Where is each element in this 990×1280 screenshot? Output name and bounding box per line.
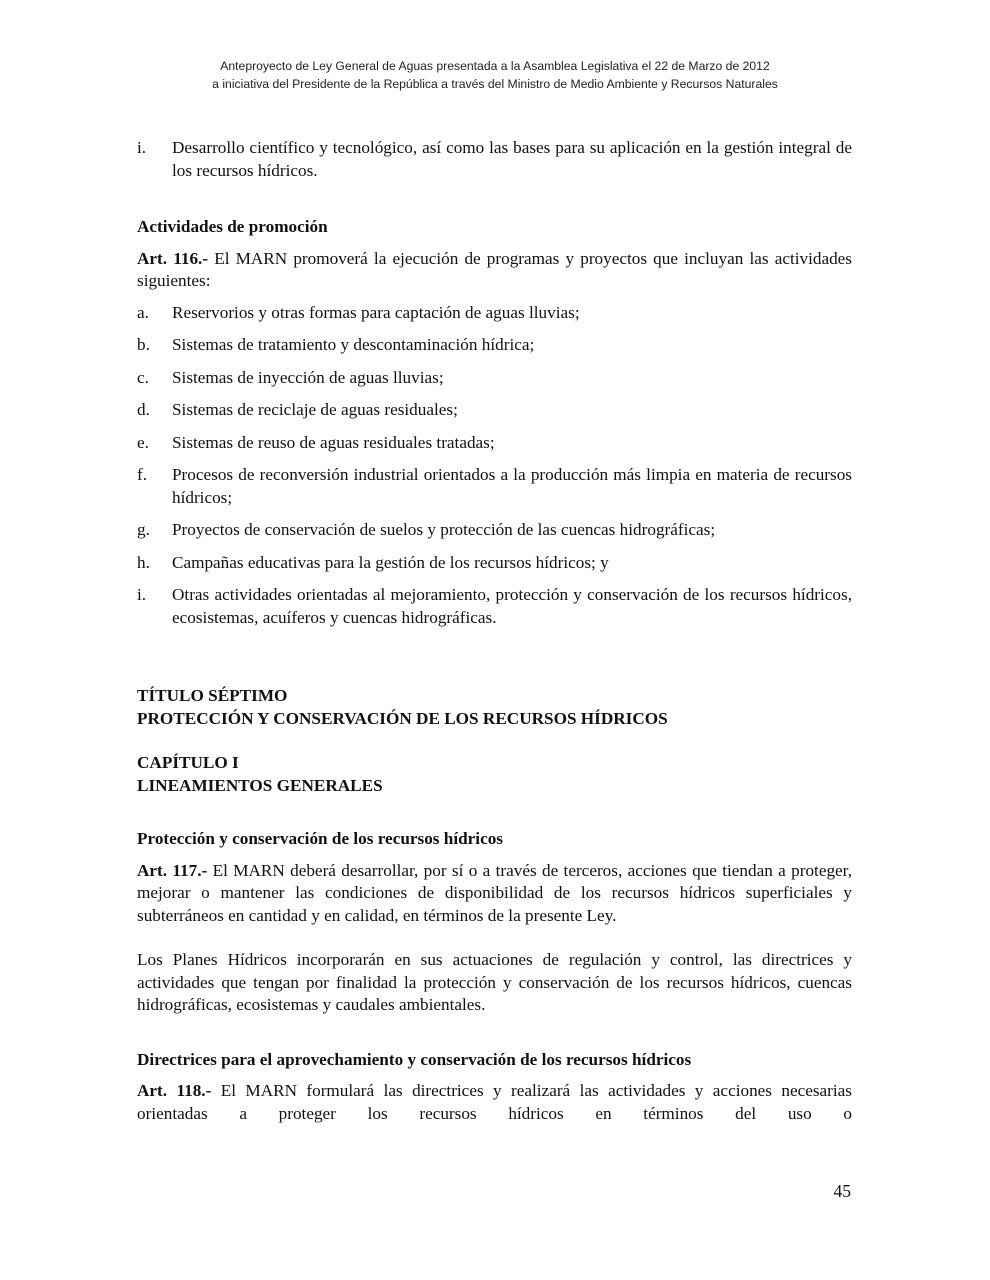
- list-item-text: Sistemas de reciclaje de aguas residuales;: [172, 400, 458, 419]
- list-item-label: a.: [137, 302, 149, 322]
- list-item-label: b.: [137, 335, 150, 354]
- header-line-1: Anteproyecto de Ley General de Aguas presentada a la Asamblea Legislativa el 22 de Marzo de 2012: [220, 59, 770, 73]
- capitulo-line-2: LINEAMIENTOS GENERALES: [137, 775, 383, 795]
- article-label: Art. 118.-: [137, 1081, 212, 1100]
- list-item-label: e.: [137, 432, 149, 452]
- section-heading-promocion: Actividades de promoción: [137, 217, 328, 236]
- list-item: [137, 334, 852, 357]
- page-number: 45: [833, 1181, 851, 1201]
- list-item-text: Proyectos de conservación de suelos y protección de las cuencas hidrográficas;: [172, 520, 716, 539]
- list-item-label: f.: [137, 465, 148, 484]
- article-label: Art. 117.-: [137, 860, 208, 880]
- header-line-2: a iniciativa del Presidente de la República a través del Ministro de Medio Ambiente y Recursos Naturales: [212, 77, 778, 91]
- list-item-text: Reservorios y otras formas para captación de aguas lluvias;: [172, 302, 580, 322]
- titulo-line-1: TÍTULO SÉPTIMO: [137, 686, 288, 705]
- list-item-text: Campañas educativas para la gestión de los recursos hídricos; y: [172, 552, 609, 572]
- section-heading-directrices: Directrices para el aprovechamiento y conservación de los recursos hídricos: [137, 1049, 692, 1069]
- article-117: [137, 860, 852, 928]
- list-item: [137, 464, 852, 509]
- list-item-text: Sistemas de reuso de aguas residuales tratadas;: [172, 432, 495, 452]
- list-item-text: Sistemas de tratamiento y descontaminación hídrica;: [172, 335, 535, 354]
- list-item-label: d.: [137, 400, 150, 419]
- section-heading-proteccion: Protección y conservación de los recursos hídricos: [137, 829, 503, 848]
- article-116: [137, 248, 852, 293]
- article-text: El MARN promoverá la ejecución de programas y proyectos que incluyan las actividades siguientes:: [137, 248, 853, 290]
- list-item: [137, 367, 852, 390]
- list-item: [137, 584, 852, 629]
- list-item-text: Otras actividades orientadas al mejoramiento, protección y conservación de los recursos hídricos, ecosistemas, acuíferos y cuencas hidrográficas.: [172, 585, 852, 627]
- list-item-label: h.: [137, 552, 150, 572]
- paragraph-planes-hidricos: Los Planes Hídricos incorporarán en sus actuaciones de regulación y control, las directrices y actividades que tengan por finalidad la protección y conservación de los recursos hídricos, cuencas hidrográficas, ecosistemas y caudales ambientales.: [137, 950, 852, 1014]
- article-label: Art. 116.-: [137, 248, 209, 268]
- list-item: [137, 302, 852, 325]
- list-item-label: i.: [137, 138, 147, 157]
- capitulo-line-1: CAPÍTULO I: [137, 753, 239, 772]
- article-118: [137, 1080, 852, 1125]
- article-text: El MARN deberá desarrollar, por sí o a través de terceros, acciones que tiendan a proteger, mejorar o mantener las condiciones de disponibilidad de los recursos hídricos superficiales y subterráneos en cantidad y en calidad, en términos de la presente Ley.: [137, 860, 852, 925]
- article-text: El MARN formulará las directrices y realizará las actividades y acciones necesarias orientadas a proteger los recursos hídricos en términos del uso o: [137, 1081, 852, 1123]
- titulo-line-2: PROTECCIÓN Y CONSERVACIÓN DE LOS RECURSOS HÍDRICOS: [137, 708, 668, 728]
- list-item: [137, 399, 852, 422]
- list-item: [137, 552, 852, 575]
- list-item-label: c.: [137, 367, 149, 387]
- list-item-text: Desarrollo científico y tecnológico, así como las bases para su aplicación en la gestión integral de los recursos hídricos.: [172, 138, 852, 180]
- promocion-list: [137, 302, 852, 630]
- page-content: [137, 137, 852, 1125]
- document-header: [0, 57, 990, 93]
- list-item-text: Sistemas de inyección de aguas lluvias;: [172, 367, 444, 387]
- list-item: [137, 137, 852, 182]
- list-item: [137, 519, 852, 542]
- list-item-label: i.: [137, 585, 147, 604]
- list-item-text: Procesos de reconversión industrial orientados a la producción más limpia en materia de recursos hídricos;: [172, 465, 852, 507]
- list-item-label: g.: [137, 520, 150, 539]
- list-item: [137, 432, 852, 455]
